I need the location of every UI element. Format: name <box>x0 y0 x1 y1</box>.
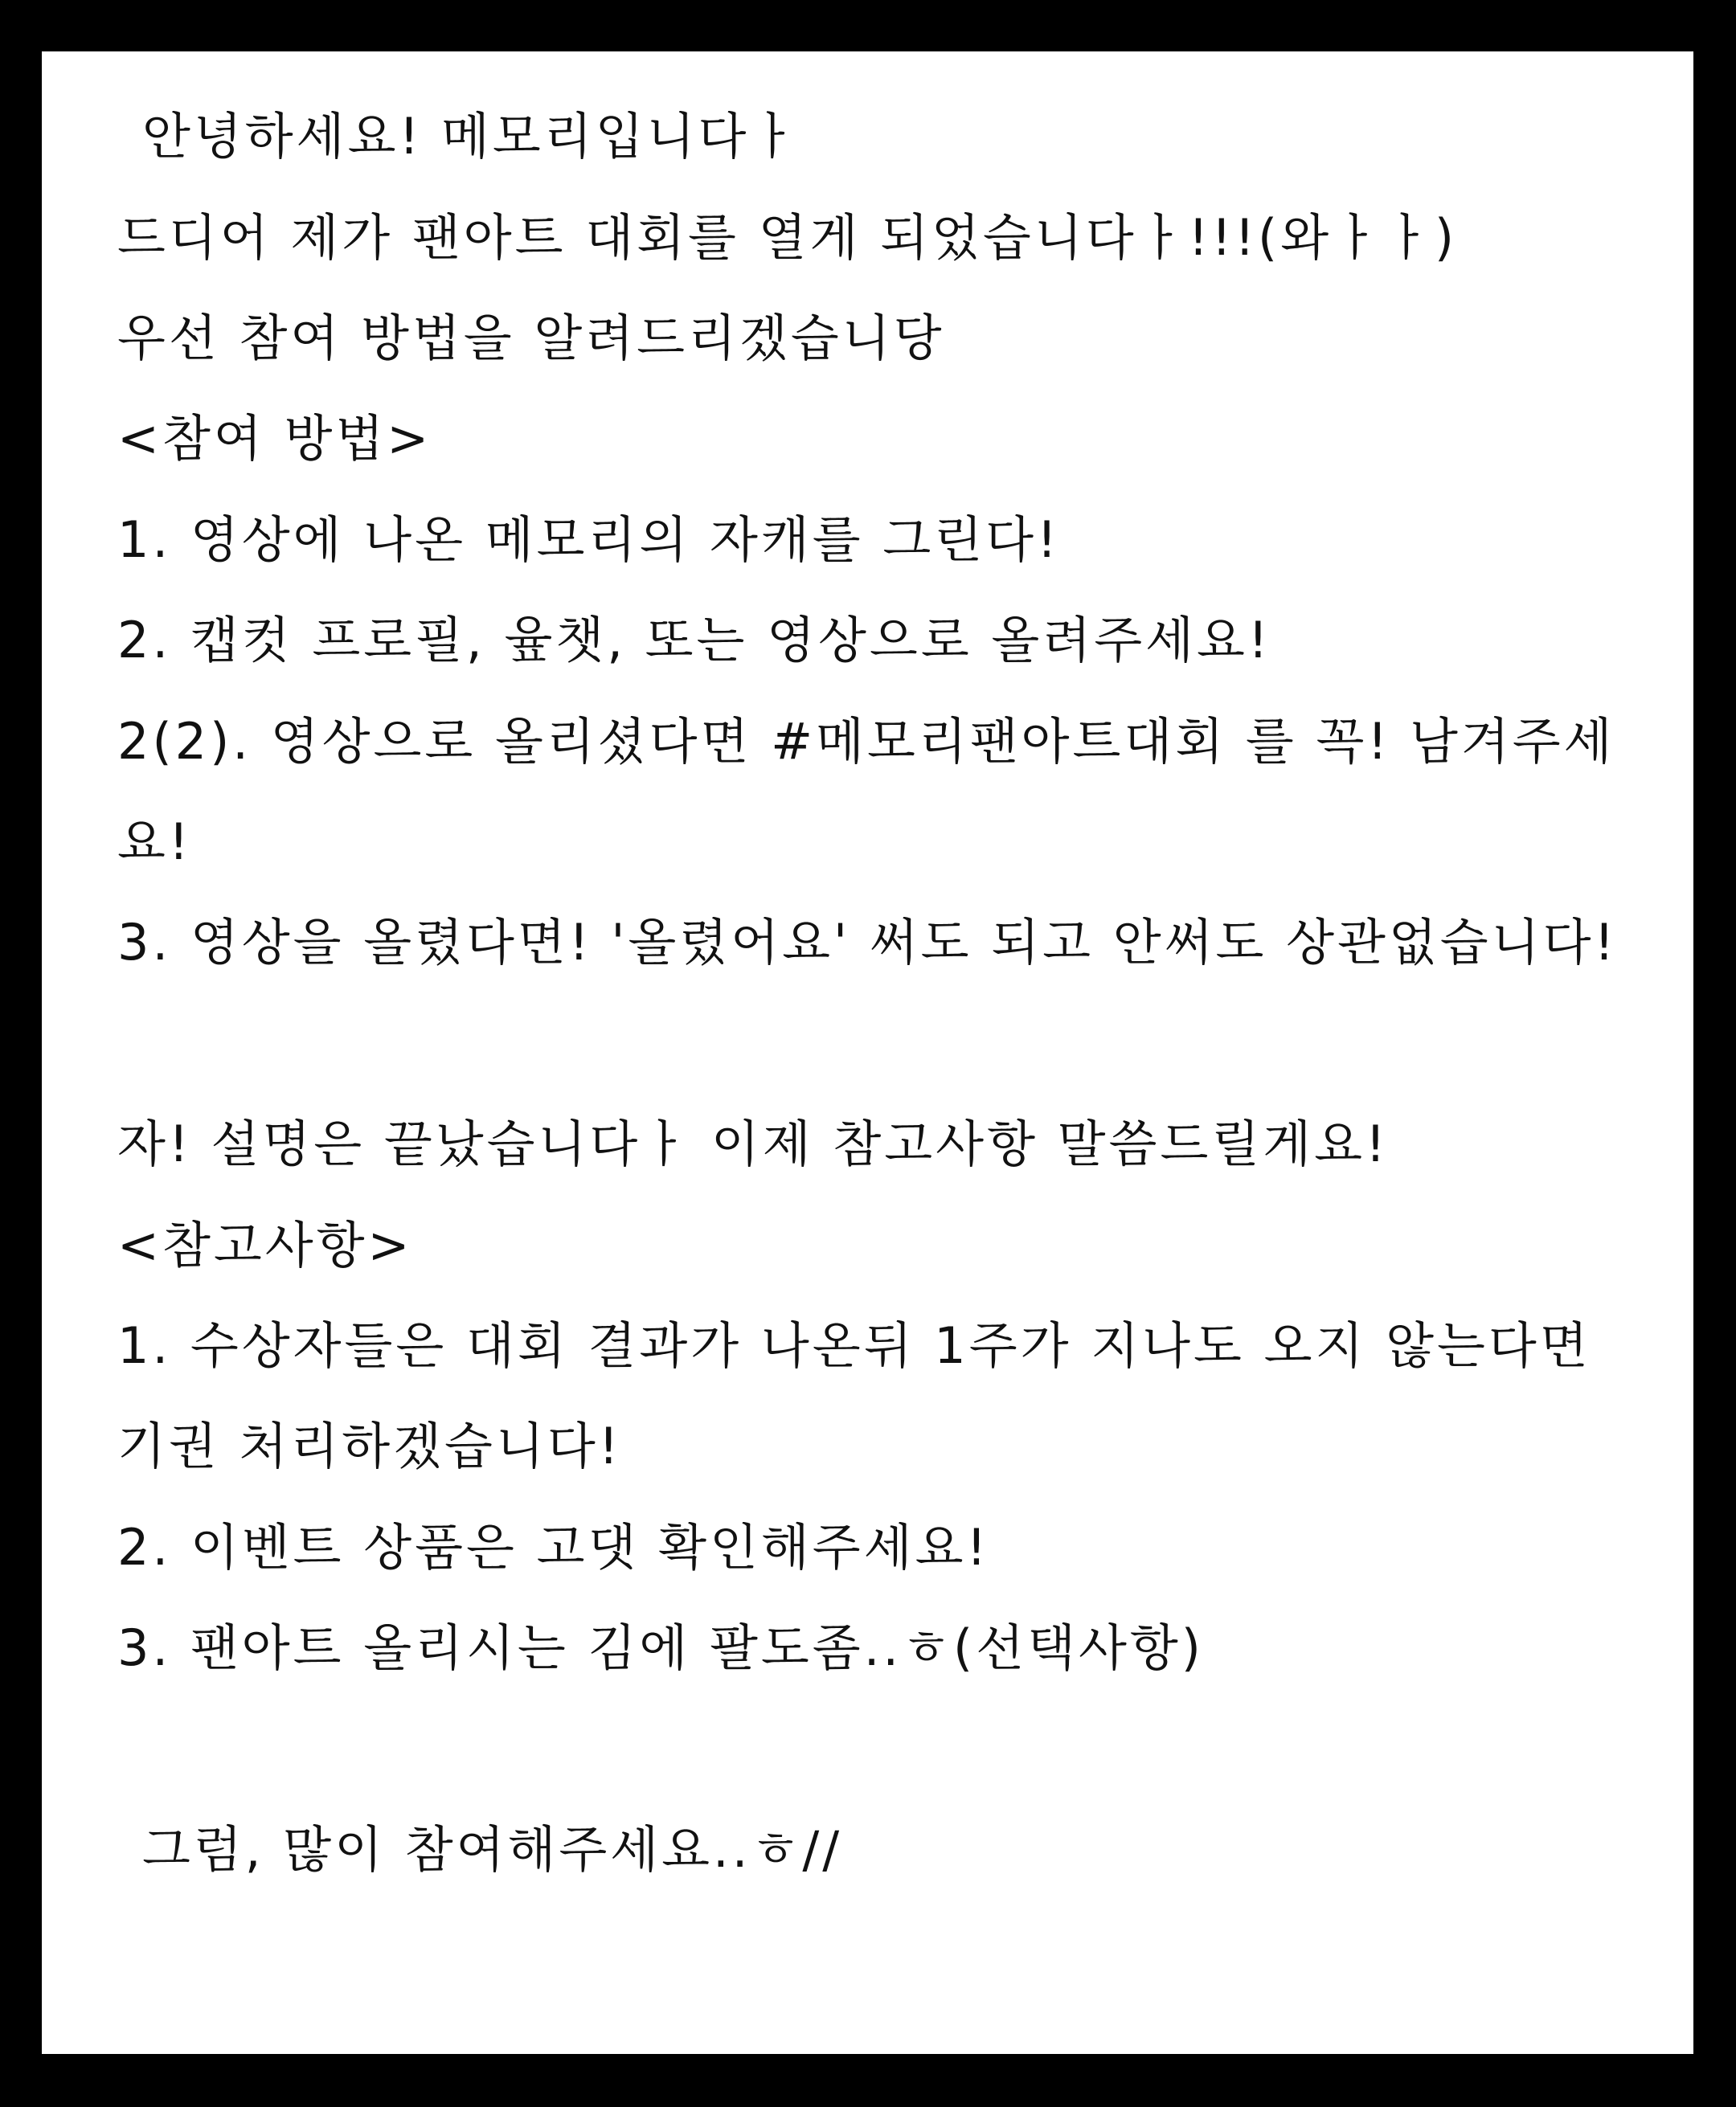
how-step-2-sub: 2(2). 영상으로 올리셨다면 #메모리팬아트대회 를 꼭! 남겨주세 <box>117 712 1615 771</box>
how-step-2-sub-cont: 요! <box>117 812 192 871</box>
announcement-line: 드디어 제가 팬아트 대회를 열게 되었습니다ㅏ!!!(와ㅏㅏ) <box>117 208 1458 267</box>
greeting-line: 안녕하세요! 메모리입니다ㅏ <box>142 107 801 166</box>
how-step-3: 3. 영상을 올렸다면! '올렸어요' 써도 되고 안써도 상관없습니다! <box>117 913 1618 972</box>
note-2: 2. 이벤트 상품은 고댓 확인해주세요! <box>117 1518 990 1577</box>
section-heading-notes: <참고사항> <box>117 1216 413 1274</box>
section-heading-how: <참여 방법> <box>117 409 432 468</box>
intro-line: 우선 참여 방법을 알려드리겠습니당 <box>117 309 945 367</box>
note-3: 3. 팬아트 올리시는 김에 팔도좀..ㅎ(선택사항) <box>117 1618 1204 1677</box>
note-1-cont: 기권 처리하겠습니다! <box>117 1417 622 1475</box>
note-1: 1. 수상자들은 대회 결과가 나온뒤 1주가 지나도 오지 않는다면 <box>117 1316 1591 1375</box>
how-step-2: 2. 캡컷 프로필, 윺챗, 또는 영상으로 올려주세요! <box>117 611 1271 669</box>
closing-line: 그럼, 많이 참여해주세요..ㅎ// <box>142 1820 843 1879</box>
note-paper <box>42 51 1693 2054</box>
transition-line: 자! 설명은 끝났습니다ㅏ 이제 참고사항 말씀드릴게요! <box>117 1115 1389 1173</box>
how-step-1: 1. 영상에 나온 메모리의 자캐를 그린다! <box>117 510 1060 569</box>
